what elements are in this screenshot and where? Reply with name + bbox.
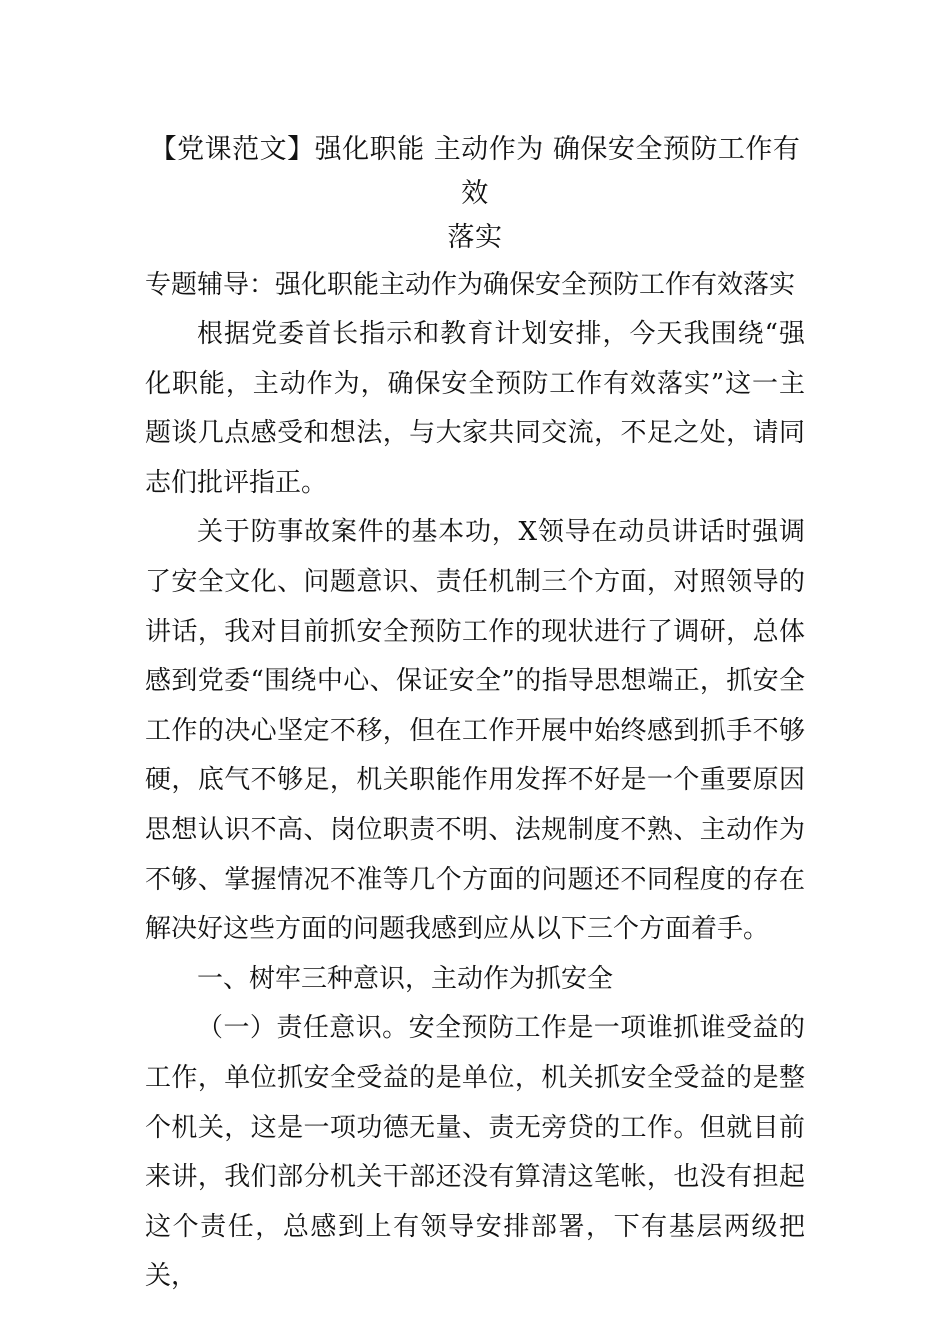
paragraph-intro: 根据党委首长指示和教育计划安排，今天我围绕“强化职能，主动作为，确保安全预防工作有效落实”这一主题谈几点感受和想法，与大家共同交流，不足之处，请同志们批评指正。 (145, 319, 805, 498)
section-heading: 一、树牢三种意识，主动作为抓安全 (197, 963, 614, 994)
paragraph-responsibility: （一）责任意识。安全预防工作是一项谁抓谁受益的工作，单位抓安全受益的是单位，机关抓安全受益的是整个机关，这是一项功德无量、责无旁贷的工作。但就目前来讲，我们部分机关干部还没有算清这笔帐，也没有担起这个责任，总感到上有领导安排部署，下有基层两级把关， (145, 1013, 805, 1292)
paragraph-analysis: 关于防事故案件的基本功，X领导在动员讲话时强调了安全文化、问题意识、责任机制三个方面，对照领导的讲话，我对目前抓安全预防工作的现状进行了调研，总体感到党委“围绕中心、保证安全”的指导思想端正，抓安全工作的决心坚定不移，但在工作开展中始终感到抓手不够硬，底气不够足，机关职能作用发挥不好是一个重要原因思想认识不高、岗位职责不明、法规制度不熟、主动作为不够、掌握情况不准等几个方面的问题还不同程度的存在解决好这些方面的问题我感到应从以下三个方面着手。 (145, 517, 805, 945)
title-line-2: 落实 (447, 222, 503, 253)
document-body (145, 128, 805, 1302)
title-line-1: 【党课范文】强化职能 主动作为 确保安全预防工作有效 (149, 134, 801, 209)
document-subtitle: 专题辅导：强化职能主动作为确保安全预防工作有效落实 (145, 270, 796, 300)
document-title (145, 128, 805, 260)
